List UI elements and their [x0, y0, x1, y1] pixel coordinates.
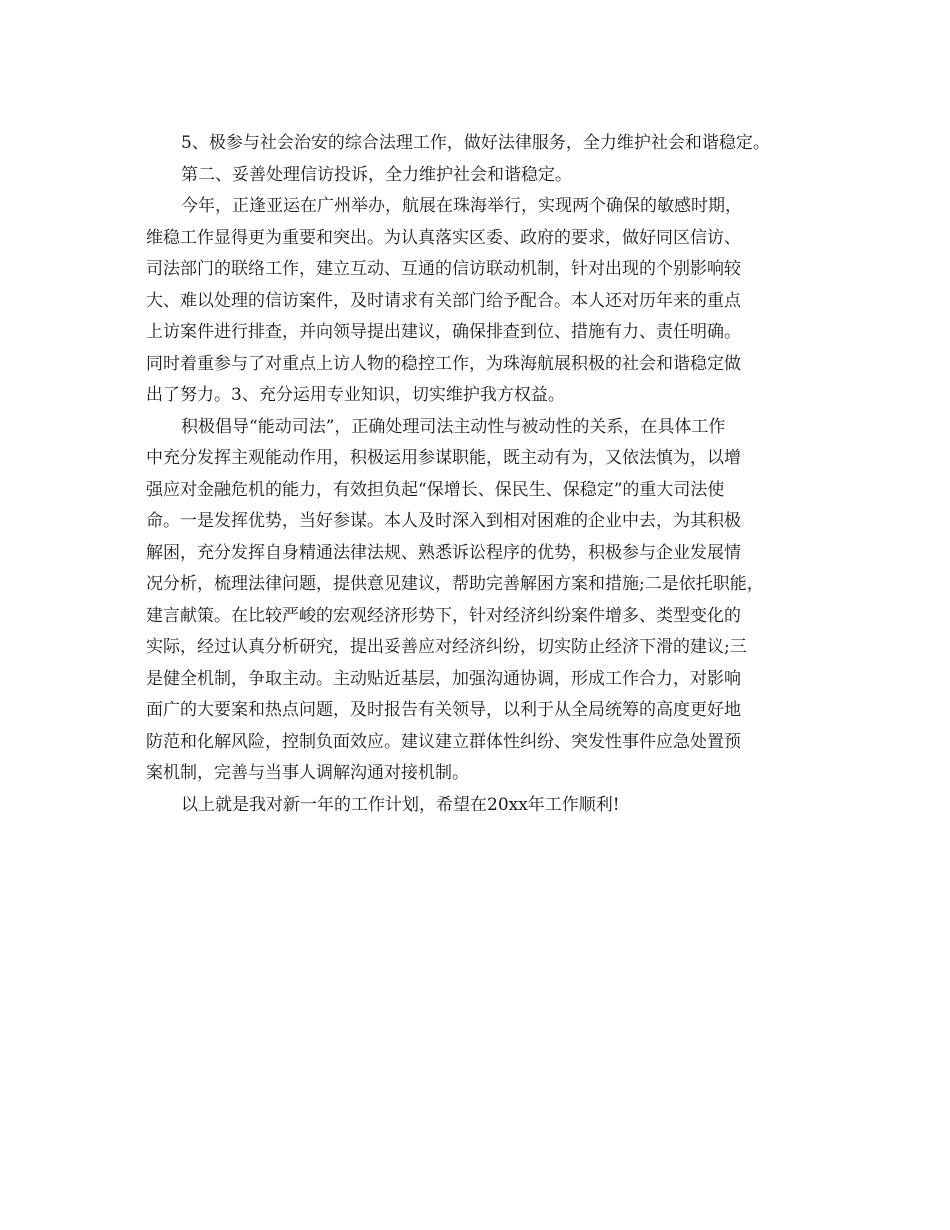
paragraph-line: 上访案件进行排查，并向领导提出建议，确保排查到位、措施有力、责任明确。 — [146, 322, 741, 342]
paragraph-line: 命。一是发挥优势，当好参谋。本人及时深入到相对困难的企业中去，为其积极 — [146, 511, 741, 531]
paragraph-item-5: 5、极参与社会治安的综合法理工作，做好法律服务，全力维护社会和谐稳定。 — [181, 133, 770, 153]
paragraph-line: 司法部门的联络工作，建立互动、互通的信访联动机制，针对出现的个别影响较 — [146, 259, 741, 279]
closing-line: 以上就是我对新一年的工作计划，希望在20xx年工作顺利! — [181, 794, 620, 815]
paragraph-line: 解困，充分发挥自身精通法律法规、熟悉诉讼程序的优势，积极参与企业发展情 — [146, 542, 741, 563]
paragraph-line: 是健全机制，争取主动。主动贴近基层，加强沟通协调，形成工作合力，对影响 — [146, 668, 741, 689]
paragraph-line: 防范和化解风险，控制负面效应。建议建立群体性纠纷、突发性事件应急处置预 — [146, 731, 741, 752]
paragraph-line: 建言献策。在比较严峻的宏观经济形势下，针对经济纠纷案件增多、类型变化的 — [146, 605, 741, 626]
paragraph-line: 大、难以处理的信访案件，及时请求有关部门给予配合。本人还对历年来的重点 — [146, 290, 741, 311]
document-body — [146, 128, 826, 821]
paragraph-line: 强应对金融危机的能力，有效担负起“保增长、保民生、保稳定”的重大司法使 — [146, 479, 725, 500]
paragraph-line: 积极倡导“能动司法”，正确处理司法主动性与被动性的关系，在具体工作 — [181, 416, 726, 437]
paragraph-line: 况分析，梳理法律问题，提供意见建议，帮助完善解困方案和措施;二是依托职能， — [146, 574, 764, 594]
paragraph-line: 维稳工作显得更为重要和突出。为认真落实区委、政府的要求，做好同区信访、 — [146, 227, 741, 248]
paragraph-line: 同时着重参与了对重点上访人物的稳控工作，为珠海航展积极的社会和谐稳定做 — [146, 353, 741, 374]
paragraph-line: 面广的大要案和热点问题，及时报告有关领导，以利于从全局统筹的高度更好地 — [146, 700, 741, 720]
paragraph-line: 中充分发挥主观能动作用，积极运用参谋职能，既主动有为，又依法慎为，以增 — [146, 448, 741, 468]
paragraph-line: 出了努力。3、充分运用专业知识，切实维护我方权益。 — [146, 385, 565, 405]
section-heading-second: 第二、妥善处理信访投诉，全力维护社会和谐稳定。 — [181, 164, 572, 185]
paragraph-line: 案机制，完善与当事人调解沟通对接机制。 — [146, 763, 469, 783]
paragraph-line: 今年，正逢亚运在广州举办，航展在珠海举行，实现两个确保的敏感时期， — [181, 196, 742, 216]
paragraph-line: 实际，经过认真分析研究，提出妥善应对经济纠纷，切实防止经济下滑的建议;三 — [146, 637, 747, 657]
